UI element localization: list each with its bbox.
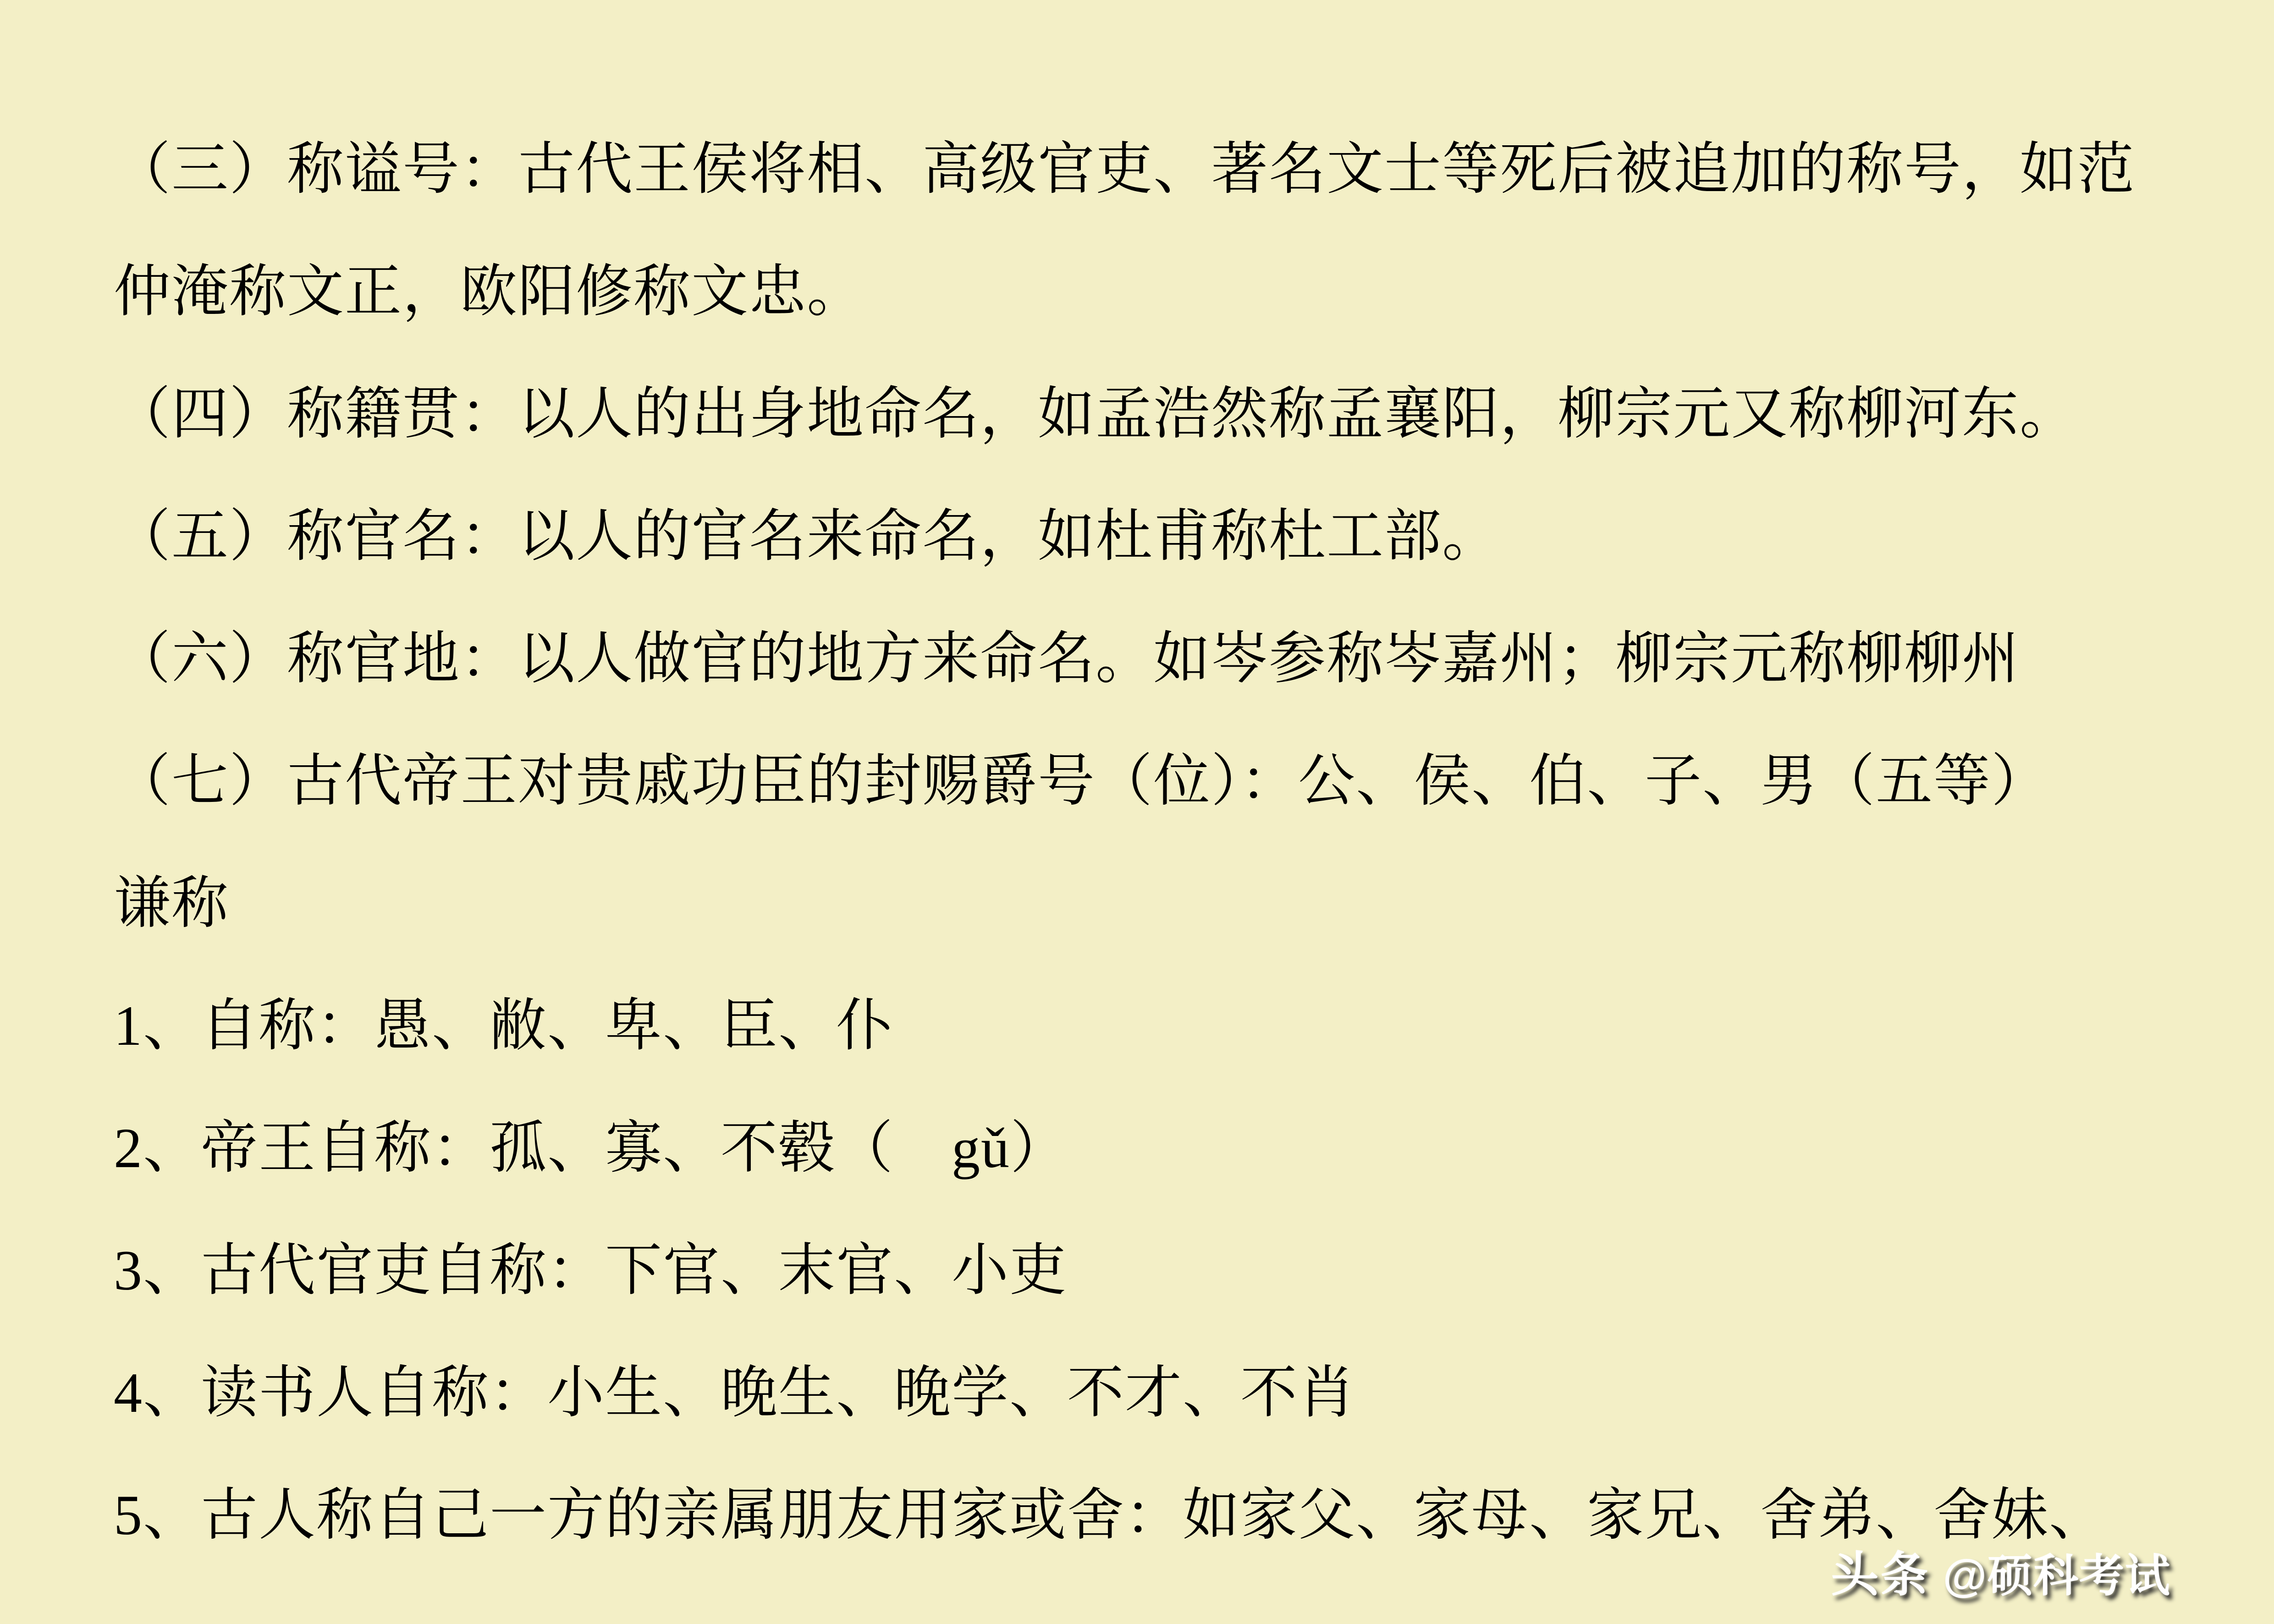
section-heading-qiancheng: 谦称 bbox=[114, 872, 230, 935]
paragraph-chengshihao: （三）称谥号：古代王侯将相、高级官吏、著名文士等死后被追加的称号，如范仲淹称文正，欧阳修称文忠。 bbox=[114, 138, 2136, 323]
list-item-diwang-zicheng: 2、帝王自称：孤、寡、不毂（ gǔ） bbox=[114, 1117, 1068, 1180]
list-item-jia-she: 5、古人称自己一方的亲属朋友用家或舍：如家父、家母、家兄、舍弟、舍妹、 bbox=[114, 1484, 2107, 1547]
paragraph-chengjiguan: （四）称籍贯：以人的出身地命名，如孟浩然称孟襄阳，柳宗元又称柳河东。 bbox=[114, 383, 2078, 445]
list-item-guanli-zicheng: 3、古代官吏自称：下官、末官、小吏 bbox=[114, 1239, 1068, 1302]
paragraph-chengguandi: （六）称官地：以人做官的地方来命名。如岑参称岑嘉州；柳宗元称柳柳州 bbox=[114, 627, 2020, 690]
watermark-brand: 头条 bbox=[1831, 1548, 1930, 1602]
watermark-handle: @硕科考试 bbox=[1943, 1550, 2171, 1601]
paragraph-chengguanming: （五）称官名：以人的官名来命名，如杜甫称杜工部。 bbox=[114, 505, 1500, 568]
list-item-dushuren-zicheng: 4、读书人自称：小生、晚生、晚学、不才、不肖 bbox=[114, 1361, 1356, 1424]
paragraph-juehao: （七）古代帝王对贵戚功臣的封赐爵号（位）：公、侯、伯、子、男（五等） bbox=[114, 750, 2049, 812]
list-item-zicheng: 1、自称：愚、敝、卑、臣、仆 bbox=[114, 994, 894, 1057]
watermark bbox=[1831, 1536, 2171, 1605]
